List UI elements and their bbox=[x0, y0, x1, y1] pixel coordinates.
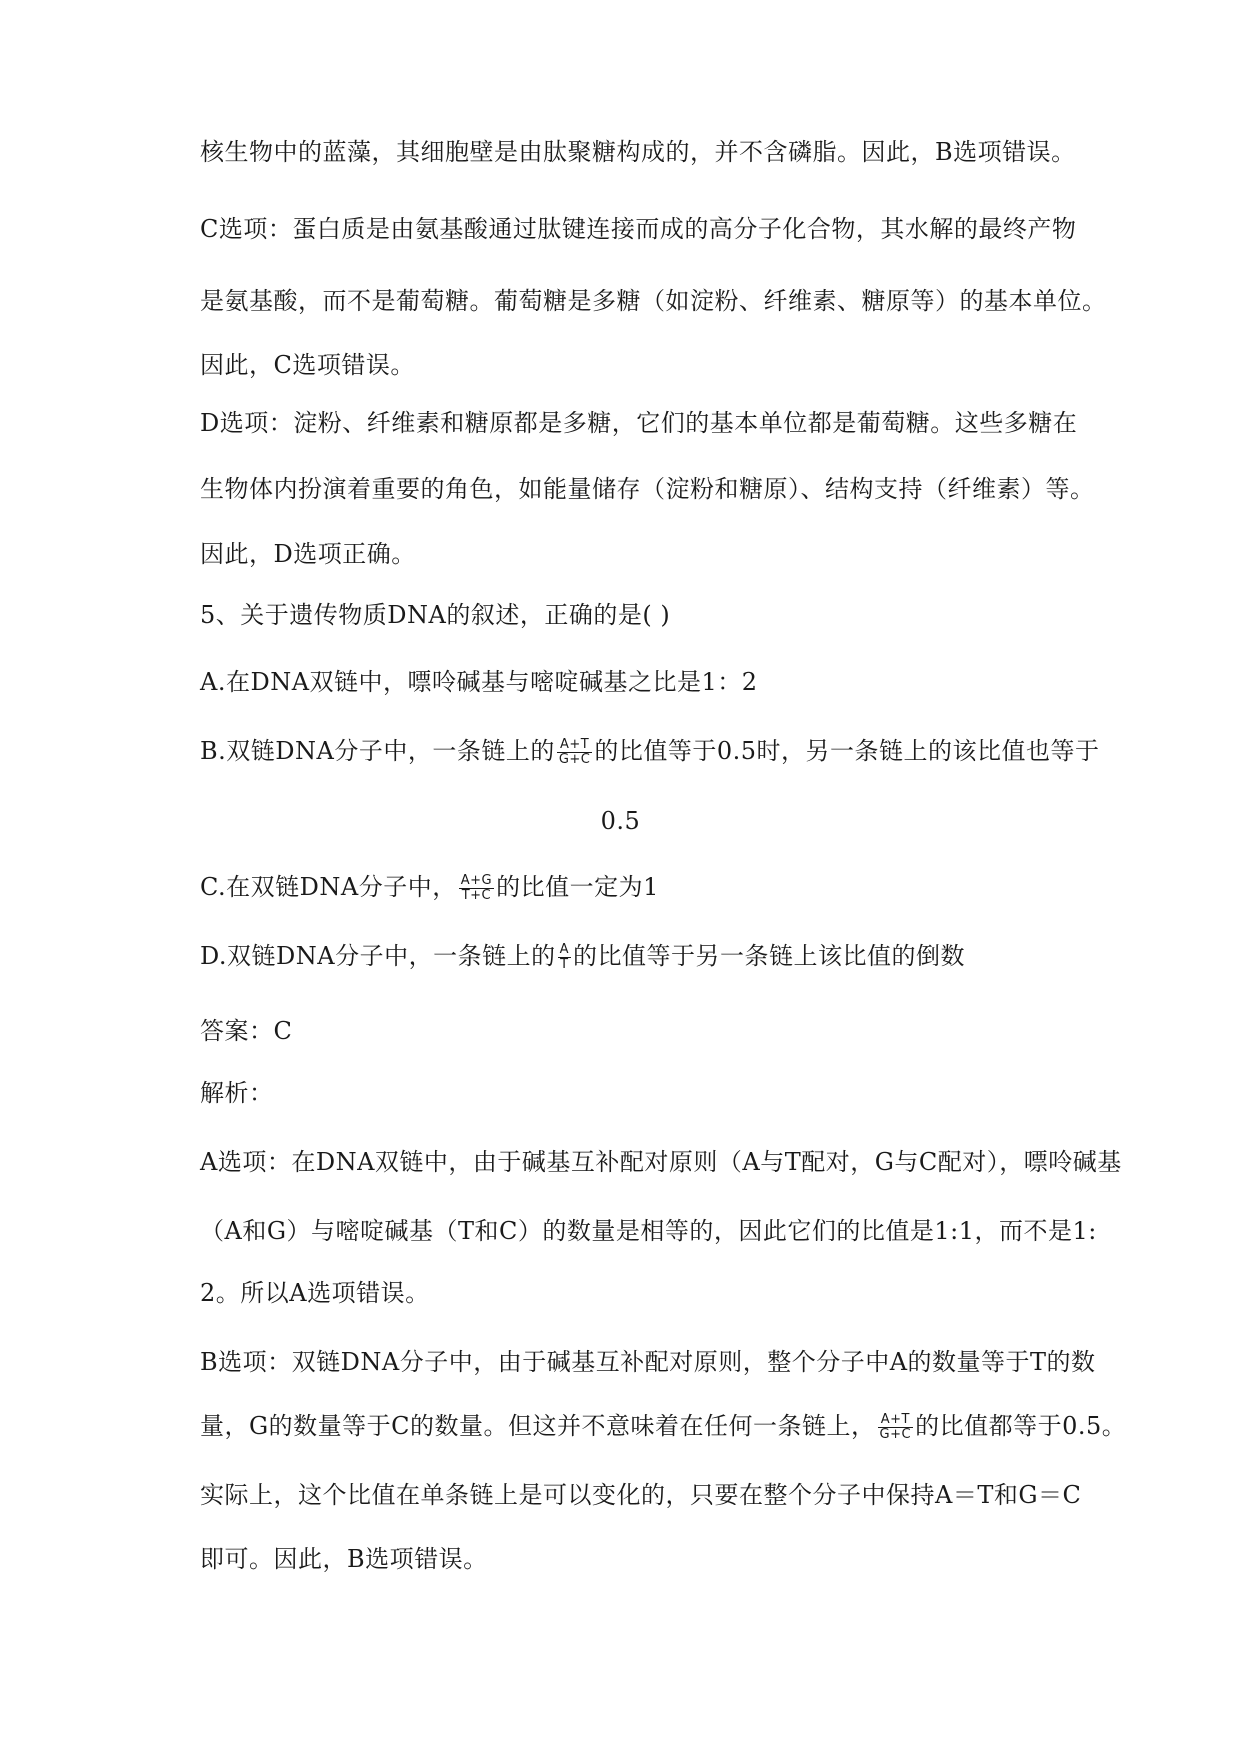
analysis-text: 的比值都等于0.5。 bbox=[915, 1412, 1127, 1440]
text-line: 是氨基酸，而不是葡萄糖。葡萄糖是多糖（如淀粉、纤维素、糖原等）的基本单位。 bbox=[200, 287, 1107, 315]
option-d-text: D.双链DNA分子中，一条链上的 bbox=[200, 942, 556, 970]
answer: 答案：C bbox=[200, 1017, 293, 1045]
analysis-label: 解析： bbox=[200, 1079, 274, 1107]
analysis-text: 量，G的数量等于C的数量。但这并不意味着在任何一条链上， bbox=[200, 1412, 876, 1440]
question-title: 5、关于遗传物质DNA的叙述，正确的是( ) bbox=[200, 601, 671, 629]
text-line: D选项：淀粉、纤维素和糖原都是多糖，它们的基本单位都是葡萄糖。这些多糖在 bbox=[200, 409, 1078, 437]
option-d-text: 的比值等于另一条链上该比值的倒数 bbox=[573, 942, 965, 970]
fraction bbox=[459, 874, 494, 903]
option-c-text: 的比值一定为1 bbox=[496, 873, 659, 901]
option-b bbox=[200, 733, 1100, 769]
analysis-fraction-line bbox=[200, 1408, 1126, 1444]
text-line: 实际上，这个比值在单条链上是可以变化的，只要在整个分子中保持A＝T和G＝C bbox=[200, 1481, 1082, 1509]
text-line: 2。所以A选项错误。 bbox=[200, 1279, 430, 1307]
fraction-numerator: A+T bbox=[557, 738, 593, 753]
option-b-continuation: 0.5 bbox=[600, 807, 641, 835]
fraction bbox=[558, 943, 571, 972]
option-b-text: B.双链DNA分子中，一条链上的 bbox=[200, 737, 555, 765]
fraction-denominator: T bbox=[560, 957, 569, 972]
fraction-numerator: A+G bbox=[460, 873, 493, 888]
option-a: A.在DNA双链中，嘌呤碱基与嘧啶碱基之比是1：2 bbox=[200, 668, 758, 696]
text-line: 核生物中的蓝藻，其细胞壁是由肽聚糖构成的，并不含磷脂。因此，B选项错误。 bbox=[200, 138, 1076, 166]
fraction-numerator: A+T bbox=[878, 1413, 914, 1428]
text-line: 因此，C选项错误。 bbox=[200, 351, 415, 379]
text-line: C选项：蛋白质是由氨基酸通过肽键连接而成的高分子化合物，其水解的最终产物 bbox=[200, 215, 1077, 243]
option-c-text: C.在双链DNA分子中， bbox=[200, 873, 457, 901]
fraction-denominator: G+C bbox=[558, 752, 591, 767]
text-line: A选项：在DNA双链中，由于碱基互补配对原则（A与T配对，G与C配对），嘌呤碱基 bbox=[200, 1148, 1122, 1176]
text-line: 即可。因此，B选项错误。 bbox=[200, 1545, 488, 1573]
fraction bbox=[878, 1413, 914, 1442]
text-line: （A和G）与嘧啶碱基（T和C）的数量是相等的，因此它们的比值是1:1，而不是1: bbox=[200, 1217, 1097, 1245]
text-line: B选项：双链DNA分子中，由于碱基互补配对原则，整个分子中A的数量等于T的数 bbox=[200, 1348, 1096, 1376]
fraction-denominator: T+C bbox=[461, 888, 492, 903]
fraction bbox=[557, 738, 593, 767]
text-line: 生物体内扮演着重要的角色，如能量储存（淀粉和糖原）、结构支持（纤维素）等。 bbox=[200, 475, 1095, 503]
fraction-numerator: A bbox=[559, 942, 569, 957]
option-c bbox=[200, 869, 659, 905]
fraction-denominator: G+C bbox=[879, 1427, 912, 1442]
text-line: 因此，D选项正确。 bbox=[200, 540, 416, 568]
option-b-text: 的比值等于0.5时，另一条链上的该比值也等于 bbox=[594, 737, 1100, 765]
option-d bbox=[200, 938, 965, 974]
